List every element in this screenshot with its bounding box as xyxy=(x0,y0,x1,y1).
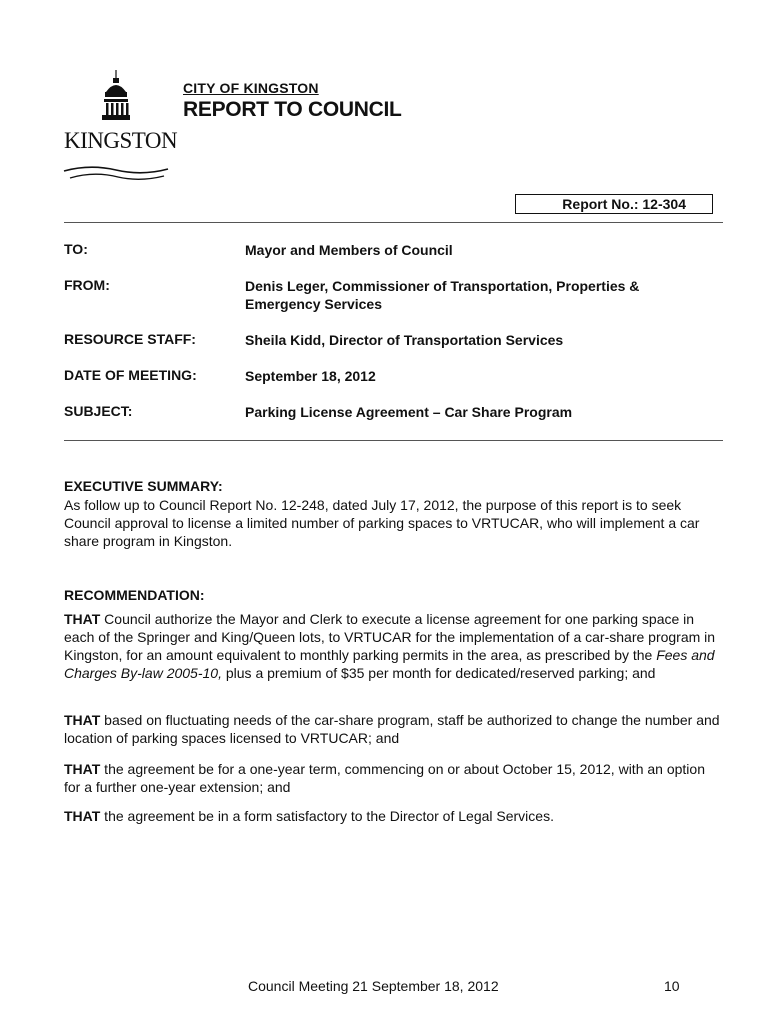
logo-wordmark: KINGSTON xyxy=(64,128,178,153)
report-title: REPORT TO COUNCIL xyxy=(183,98,402,121)
bylaw-reference: Fees and Charges By-law 2005-10, xyxy=(64,647,715,681)
date-label: DATE OF MEETING: xyxy=(64,367,197,383)
recommendation-lead: THAT xyxy=(64,611,101,627)
recommendation-lead: THAT xyxy=(64,712,101,728)
subject-value: Parking License Agreement – Car Share Program xyxy=(245,404,573,420)
city-hall-dome-icon xyxy=(60,70,172,182)
executive-summary-heading: EXECUTIVE SUMMARY: xyxy=(64,478,223,494)
recommendation-lead: THAT xyxy=(64,808,101,824)
to-value: Mayor and Members of Council xyxy=(245,242,453,258)
divider-top xyxy=(64,222,723,223)
executive-summary-text: As follow up to Council Report No. 12-248, dated July 17, 2012, the purpose of this report is to seek Council approval to license a limited number of parking spaces to VRTUCAR, who will implement a car share program in Kingston. xyxy=(64,497,700,549)
footer-text: Council Meeting 21 September 18, 2012 xyxy=(248,978,499,994)
city-logo xyxy=(60,70,178,182)
page-number: 10 xyxy=(664,978,680,994)
recommendation-item xyxy=(64,711,724,747)
from-value: Denis Leger, Commissioner of Transportation, Properties & Emergency Services xyxy=(245,278,640,312)
from-label: FROM: xyxy=(64,277,110,293)
recommendation-heading: RECOMMENDATION: xyxy=(64,587,205,603)
date-value: September 18, 2012 xyxy=(245,368,376,384)
org-name: CITY OF KINGSTON xyxy=(183,80,319,96)
recommendation-text: based on fluctuating needs of the car-share program, staff be authorized to change the number and location of parking spaces licensed to VRTUCAR; and xyxy=(64,712,720,746)
recommendation-text: the agreement be in a form satisfactory to the Director of Legal Services. xyxy=(100,808,554,824)
recommendation-item xyxy=(64,807,724,825)
resource-staff-value: Sheila Kidd, Director of Transportation Services xyxy=(245,332,564,348)
to-label: TO: xyxy=(64,241,88,257)
recommendation-item xyxy=(64,610,724,682)
subject-label: SUBJECT: xyxy=(64,403,133,419)
recommendation-text: Council authorize the Mayor and Clerk to execute a license agreement for one parking space in each of the Springer and King/Queen lots, to VRTUCAR for the implementation of a car-share program in Kingston, for an amount equivalent to monthly parking permits in the area, as prescribed by the xyxy=(64,611,716,663)
recommendation-text: the agreement be for a one-year term, commencing on or about October 15, 2012, with an option for a further one-year extension; and xyxy=(64,761,705,795)
resource-staff-label: RESOURCE STAFF: xyxy=(64,331,196,347)
divider-bottom xyxy=(64,440,723,441)
report-number-box: Report No.: 12-304 xyxy=(515,194,713,214)
recommendation-text-cont: plus a premium of $35 per month for dedicated/reserved parking; and xyxy=(221,665,656,681)
recommendation-lead: THAT xyxy=(64,761,101,777)
recommendation-item xyxy=(64,760,724,796)
